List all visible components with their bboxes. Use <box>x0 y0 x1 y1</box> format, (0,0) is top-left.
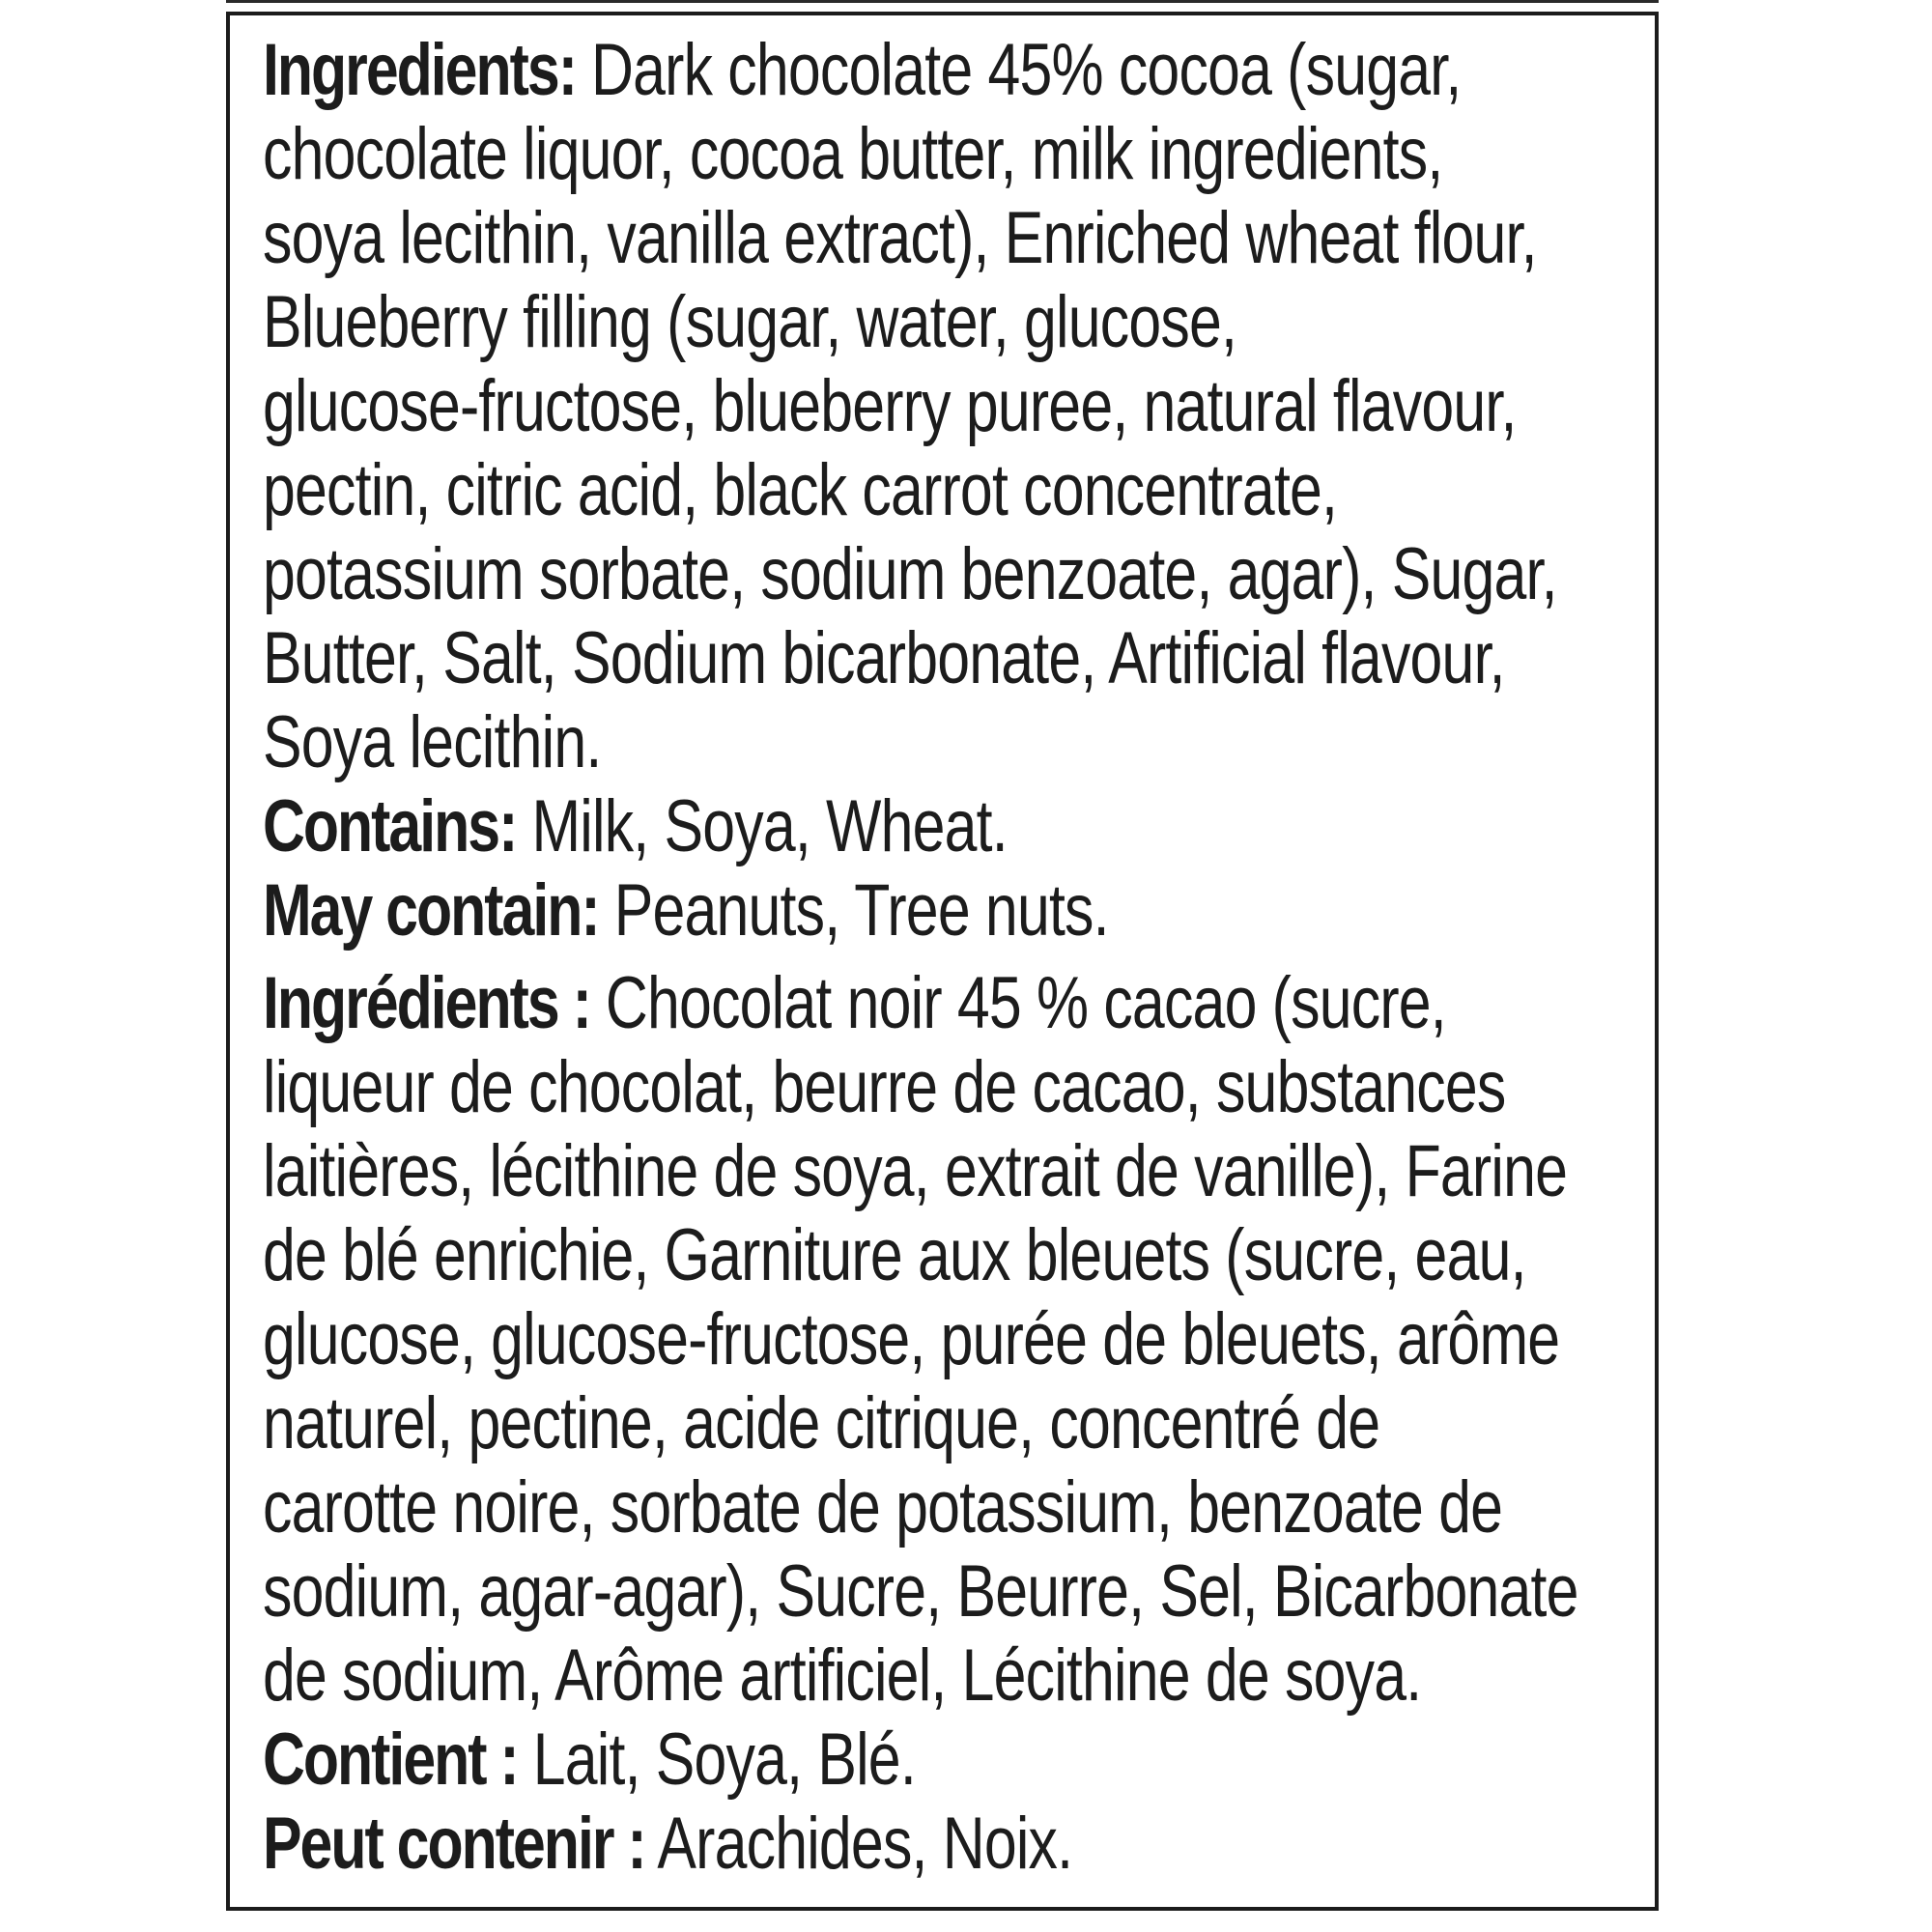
french-may-contain-line <box>263 1802 1578 1886</box>
english-ingredients-line: glucose-fructose, blueberry puree, natural flavour, <box>263 365 1517 447</box>
english-ingredients-line: Blueberry filling (sugar, water, glucose, <box>263 281 1237 363</box>
french-may-contain-heading: Peut contenir : <box>263 1803 645 1885</box>
french-contains-value: Lait, Soya, Blé. <box>517 1719 916 1801</box>
english-ingredients-line: potassium sorbate, sodium benzoate, agar), Sugar, <box>263 533 1557 615</box>
french-ingredients-line: glucose, glucose-fructose, purée de bleuets, arôme <box>263 1298 1560 1380</box>
top-divider-line <box>226 0 1659 3</box>
french-ingredients-line: liqueur de chocolat, beurre de cacao, substances <box>263 1046 1506 1128</box>
english-ingredients-line: Butter, Salt, Sodium bicarbonate, Artificial flavour, <box>263 617 1505 699</box>
french-ingredients-line: de sodium, Arôme artificiel, Lécithine de soya. <box>263 1634 1422 1717</box>
french-contains-heading: Contient : <box>263 1719 518 1801</box>
english-contains-line <box>263 784 1557 868</box>
english-may-contain-value: Peanuts, Tree nuts. <box>598 869 1109 952</box>
english-ingredients-text: Dark chocolate 45% cocoa (sugar, <box>575 29 1462 111</box>
english-may-contain-line <box>263 868 1557 952</box>
english-ingredients-line: pectin, citric acid, black carrot concentrate, <box>263 449 1338 531</box>
english-ingredients-section <box>263 28 1557 952</box>
english-ingredients-line: Soya lecithin. <box>263 701 602 783</box>
english-contains-value: Milk, Soya, Wheat. <box>516 785 1008 867</box>
ingredients-label-panel <box>226 12 1659 1911</box>
french-ingredients-text: Chocolat noir 45 % cacao (sucre, <box>589 962 1446 1044</box>
french-ingredients-heading: Ingrédients : <box>263 962 590 1044</box>
french-ingredients-section <box>263 961 1578 1886</box>
english-ingredients-line: chocolate liquor, cocoa butter, milk ingredients, <box>263 113 1443 195</box>
english-contains-heading: Contains: <box>263 785 517 867</box>
english-ingredients-heading: Ingredients: <box>263 29 576 111</box>
french-ingredients-line: laitières, lécithine de soya, extrait de vanille), Farine <box>263 1130 1568 1212</box>
english-may-contain-heading: May contain: <box>263 869 599 952</box>
french-ingredients-line: carotte noire, sorbate de potassium, benzoate de <box>263 1466 1503 1548</box>
french-ingredients-line: de blé enrichie, Garniture aux bleuets (sucre, eau, <box>263 1214 1526 1296</box>
french-contains-line <box>263 1718 1578 1802</box>
french-ingredients-line: naturel, pectine, acide citrique, concentré de <box>263 1382 1380 1464</box>
french-may-contain-value: Arachides, Noix. <box>644 1803 1073 1885</box>
french-ingredients-line: sodium, agar-agar), Sucre, Beurre, Sel, Bicarbonate <box>263 1550 1578 1633</box>
english-ingredients-line <box>263 28 1557 112</box>
french-ingredients-line <box>263 961 1578 1045</box>
english-ingredients-line: soya lecithin, vanilla extract), Enriched wheat flour, <box>263 197 1537 279</box>
